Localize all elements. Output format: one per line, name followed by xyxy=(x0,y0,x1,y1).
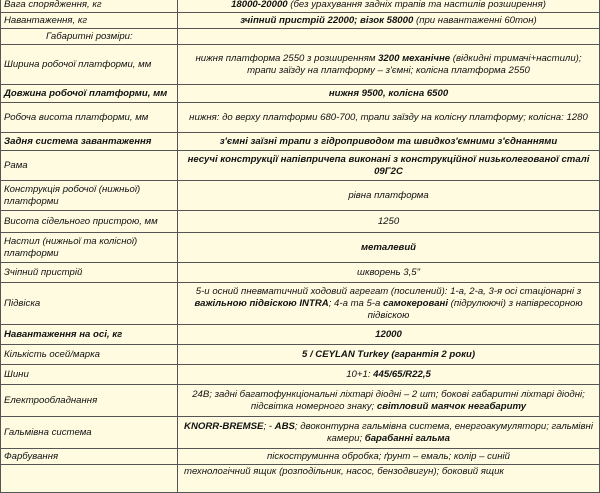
table-row xyxy=(1,233,600,263)
table-row xyxy=(1,465,600,493)
value-bold: 18000-20000 xyxy=(231,0,288,10)
table-row xyxy=(1,211,600,233)
table-row xyxy=(1,385,600,417)
value-text: ; 4-а та 5-а xyxy=(328,297,383,309)
table-row xyxy=(1,85,600,103)
table-row xyxy=(1,365,600,385)
table-row xyxy=(1,417,600,449)
row-label: Електрообладнання xyxy=(1,385,178,417)
row-value: 5 / CEYLAN Turkey (гарантія 2 роки) xyxy=(178,345,600,365)
row-label: Настил (нижньої та колісної) платформи xyxy=(1,233,178,263)
row-label: Зчіпний пристрій xyxy=(1,263,178,283)
row-value xyxy=(178,385,600,417)
table-row xyxy=(1,283,600,325)
row-value: піскоструминна обробка; ґрунт – емаль; колір – синій xyxy=(178,449,600,465)
value-bold: ABS xyxy=(274,420,295,432)
row-value xyxy=(178,13,600,29)
row-value: 12000 xyxy=(178,325,600,345)
row-value: 1250 xyxy=(178,211,600,233)
row-value xyxy=(178,29,600,45)
row-value: металевий xyxy=(178,233,600,263)
value-bold: зчіпний пристрій 22000; візок 58000 xyxy=(240,14,414,26)
row-value: нижня: до верху платформи 680-700, трапи заїзду на колісну платформу; колісна: 1280 xyxy=(178,103,600,133)
value-text: (при навантаженні 60тон) xyxy=(413,14,537,26)
row-value xyxy=(178,417,600,449)
row-label: Шини xyxy=(1,365,178,385)
table-row xyxy=(1,151,600,181)
row-label: Робоча висота платформи, мм xyxy=(1,103,178,133)
row-value xyxy=(178,283,600,325)
value-text: (відкидні тримачі+настили); трапи заїзду на платформу – з'ємні; колісна платформа 2550 xyxy=(247,52,582,76)
table-row xyxy=(1,103,600,133)
row-value: технологічний ящик (розподільник, насос, бензодвигун); боковий ящик xyxy=(178,465,600,493)
table-row xyxy=(1,133,600,151)
row-label: Задня система завантаження xyxy=(1,133,178,151)
row-label: Фарбування xyxy=(1,449,178,465)
value-text: (без урахування задніх трапів та настилів розширення) xyxy=(287,0,546,10)
value-bold: важільною підвіскою INTRA xyxy=(194,297,329,309)
value-bold: 445/65/R22,5 xyxy=(373,368,431,380)
table-row xyxy=(1,181,600,211)
row-value: несучі конструкції напівпричепа виконані з конструкційної низьколегованої сталі 09Г2С xyxy=(178,151,600,181)
value-text: ; - xyxy=(263,420,275,432)
value-text: ; двоконтурна гальмівна система, енергоакумулятори; гальмівні камери; xyxy=(294,420,593,444)
value-text: 10+1: xyxy=(346,368,374,380)
row-label: Навантаження на осі, кг xyxy=(1,325,178,345)
value-text: нижня платформа 2550 з розширенням xyxy=(195,52,379,64)
row-label xyxy=(1,465,178,493)
table-row xyxy=(1,345,600,365)
row-value: шкворень 3,5" xyxy=(178,263,600,283)
row-label: Ширина робочої платформи, мм xyxy=(1,45,178,85)
value-bold: світловий маячок негабариту xyxy=(376,400,527,412)
value-bold: KNORR-BREMSE xyxy=(184,420,264,432)
row-label: Підвіска xyxy=(1,283,178,325)
row-label: Гальмівна система xyxy=(1,417,178,449)
row-value xyxy=(178,45,600,85)
value-text: 24В; задні багатофункціональні ліхтарі діодні – 2 шт; бокові габаритні ліхтарі діодні; підсвітка номерного знаку; xyxy=(192,388,585,412)
row-label: Вага спорядження, кг xyxy=(1,0,178,13)
row-value: рівна платформа xyxy=(178,181,600,211)
row-value xyxy=(178,0,600,13)
row-label: Конструкція робочої (нижньої) платформи xyxy=(1,181,178,211)
value-bold: 3200 механічне xyxy=(378,52,451,64)
table-row xyxy=(1,45,600,85)
table-row xyxy=(1,29,600,45)
table-row xyxy=(1,263,600,283)
value-bold: барабанні гальма xyxy=(364,432,450,444)
row-value xyxy=(178,365,600,385)
row-label: Довжина робочої платформи, мм xyxy=(1,85,178,103)
table-row xyxy=(1,13,600,29)
table-row xyxy=(1,0,600,13)
value-text: 5-и осний пневматичний ходовий агрегат (посилений): 1-а, 2-а, 3-я осі стаціонарні з xyxy=(195,285,582,297)
row-label: Рама xyxy=(1,151,178,181)
row-value: нижня 9500, колісна 6500 xyxy=(178,85,600,103)
row-label: Кількість осей/марка xyxy=(1,345,178,365)
row-label: Габаритні розміри: xyxy=(1,29,178,45)
row-label: Висота сідельного пристрою, мм xyxy=(1,211,178,233)
value-text: (підрулюючі) з напівресорною підвіскою xyxy=(367,297,583,321)
row-label: Навантаження, кг xyxy=(1,13,178,29)
value-bold: самокеровані xyxy=(382,297,448,309)
table-row xyxy=(1,325,600,345)
row-value: з'ємні заїзні трапи з гідроприводом та швидкоз'ємними з'єднаннями xyxy=(178,133,600,151)
table-row xyxy=(1,449,600,465)
